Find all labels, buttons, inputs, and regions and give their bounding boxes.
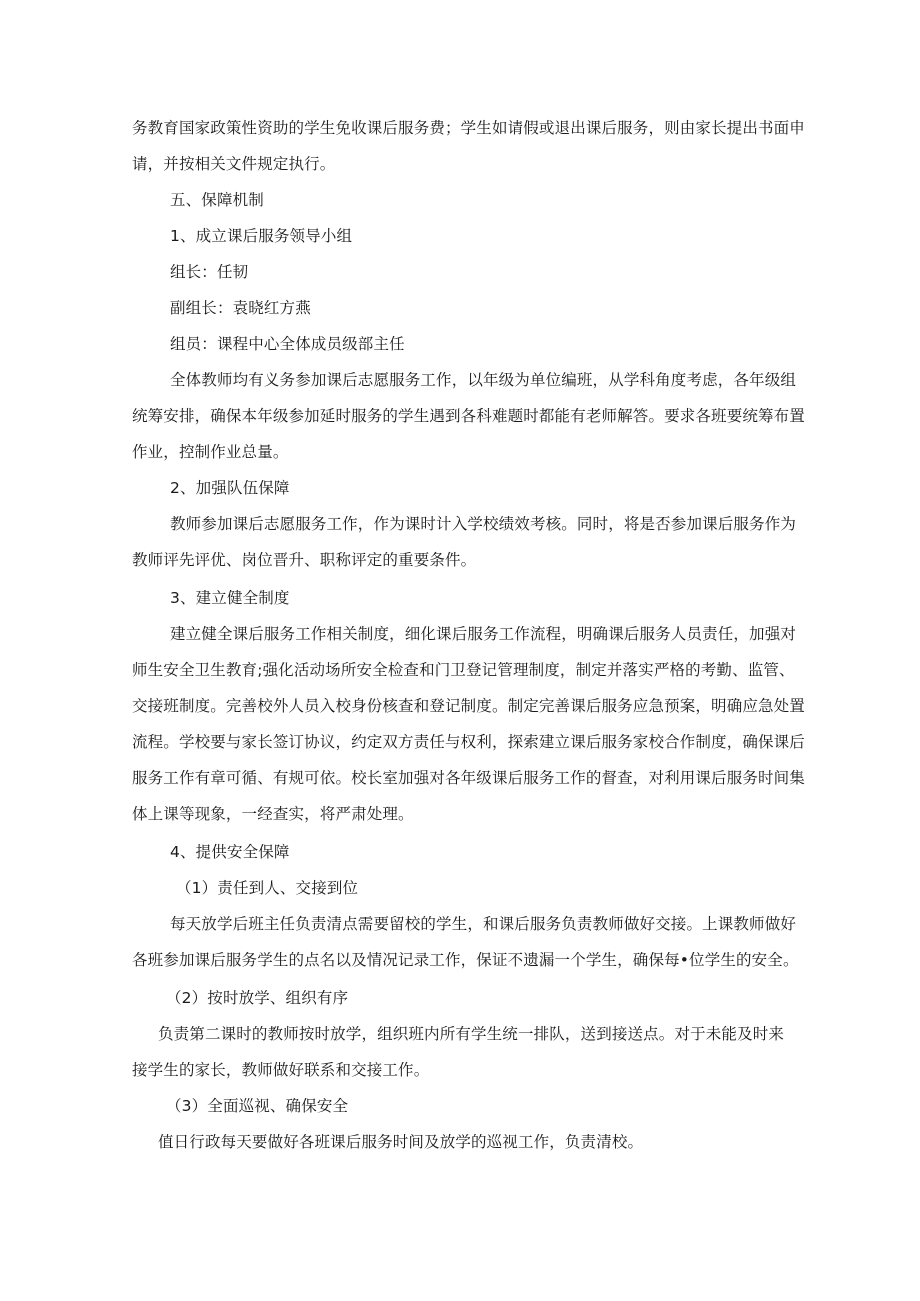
text-line: 体上课等现象，一经查实，将严肃处理。 bbox=[132, 805, 414, 823]
text-line: 值日行政每天要做好各班课后服务时间及放学的巡视工作，负责清校。 bbox=[158, 1133, 644, 1151]
text-line: 师生安全卫生教育;强化活动场所安全检查和门卫登记管理制度，制定并落实严格的考勤、监管、 bbox=[132, 661, 795, 679]
subsection-heading: 2、加强队伍保障 bbox=[170, 479, 290, 497]
subsection-heading: 4、提供安全保障 bbox=[170, 843, 290, 861]
text-line: 组长：任韧 bbox=[170, 263, 249, 281]
text-line: 教师参加课后志愿服务工作，作为课时计入学校绩效考核。同时，将是否参加课后服务作为 bbox=[170, 515, 797, 533]
text-line: 请，并按相关文件规定执行。 bbox=[132, 155, 336, 173]
text-line: 流程。学校要与家长签订协议，约定双方责任与权利，探索建立课后服务家校合作制度，确保课后 bbox=[132, 733, 805, 751]
text-line: 服务工作有章可循、有规可依。校长室加强对各年级课后服务工作的督查，对利用课后服务时间集 bbox=[132, 769, 805, 787]
text-line: 接学生的家长，教师做好联系和交接工作。 bbox=[132, 1061, 430, 1079]
text-line: 教师评先评优、岗位晋升、职称评定的重要条件。 bbox=[132, 551, 477, 569]
subsection-heading: 3、建立健全制度 bbox=[170, 589, 290, 607]
subsection-heading: 1、成立课后服务领导小组 bbox=[170, 227, 353, 245]
text-line: 负责第二课时的教师按时放学，组织班内所有学生统一排队，送到接送点。对于未能及时来 bbox=[158, 1025, 785, 1043]
text-line: 组员：课程中心全体成员级部主任 bbox=[170, 335, 405, 353]
text-line: 副组长：袁晓红方燕 bbox=[170, 299, 311, 317]
text-line: 建立健全课后服务工作相关制度，细化课后服务工作流程，明确课后服务人员责任，加强对 bbox=[170, 625, 797, 643]
text-line: 每天放学后班主任负责清点需要留校的学生，和课后服务负责教师做好交接。上课教师做好 bbox=[170, 915, 797, 933]
text-line: 统筹安排，确保本年级参加延时服务的学生遇到各科难题时都能有老师解答。要求各班要统筹布置 bbox=[132, 407, 805, 425]
item-heading: （1）责任到人、交接到位 bbox=[176, 879, 359, 897]
text-line: 各班参加课后服务学生的点名以及情况记录工作，保证不遗漏一个学生，确保每•位学生的安全。 bbox=[132, 951, 799, 969]
text-line: 务教育国家政策性资助的学生免收课后服务费；学生如请假或退出课后服务，则由家长提出书面申 bbox=[132, 119, 805, 137]
item-heading: （2）按时放学、组织有序 bbox=[166, 989, 349, 1007]
text-line: 交接班制度。完善校外人员入校身份核查和登记制度。制定完善课后服务应急预案，明确应急处置 bbox=[132, 697, 805, 715]
section-heading: 五、保障机制 bbox=[170, 191, 264, 209]
item-heading: （3）全面巡视、确保安全 bbox=[166, 1097, 349, 1115]
text-line: 全体教师均有义务参加课后志愿服务工作，以年级为单位编班，从学科角度考虑，各年级组 bbox=[170, 371, 797, 389]
text-line: 作业，控制作业总量。 bbox=[132, 443, 289, 461]
